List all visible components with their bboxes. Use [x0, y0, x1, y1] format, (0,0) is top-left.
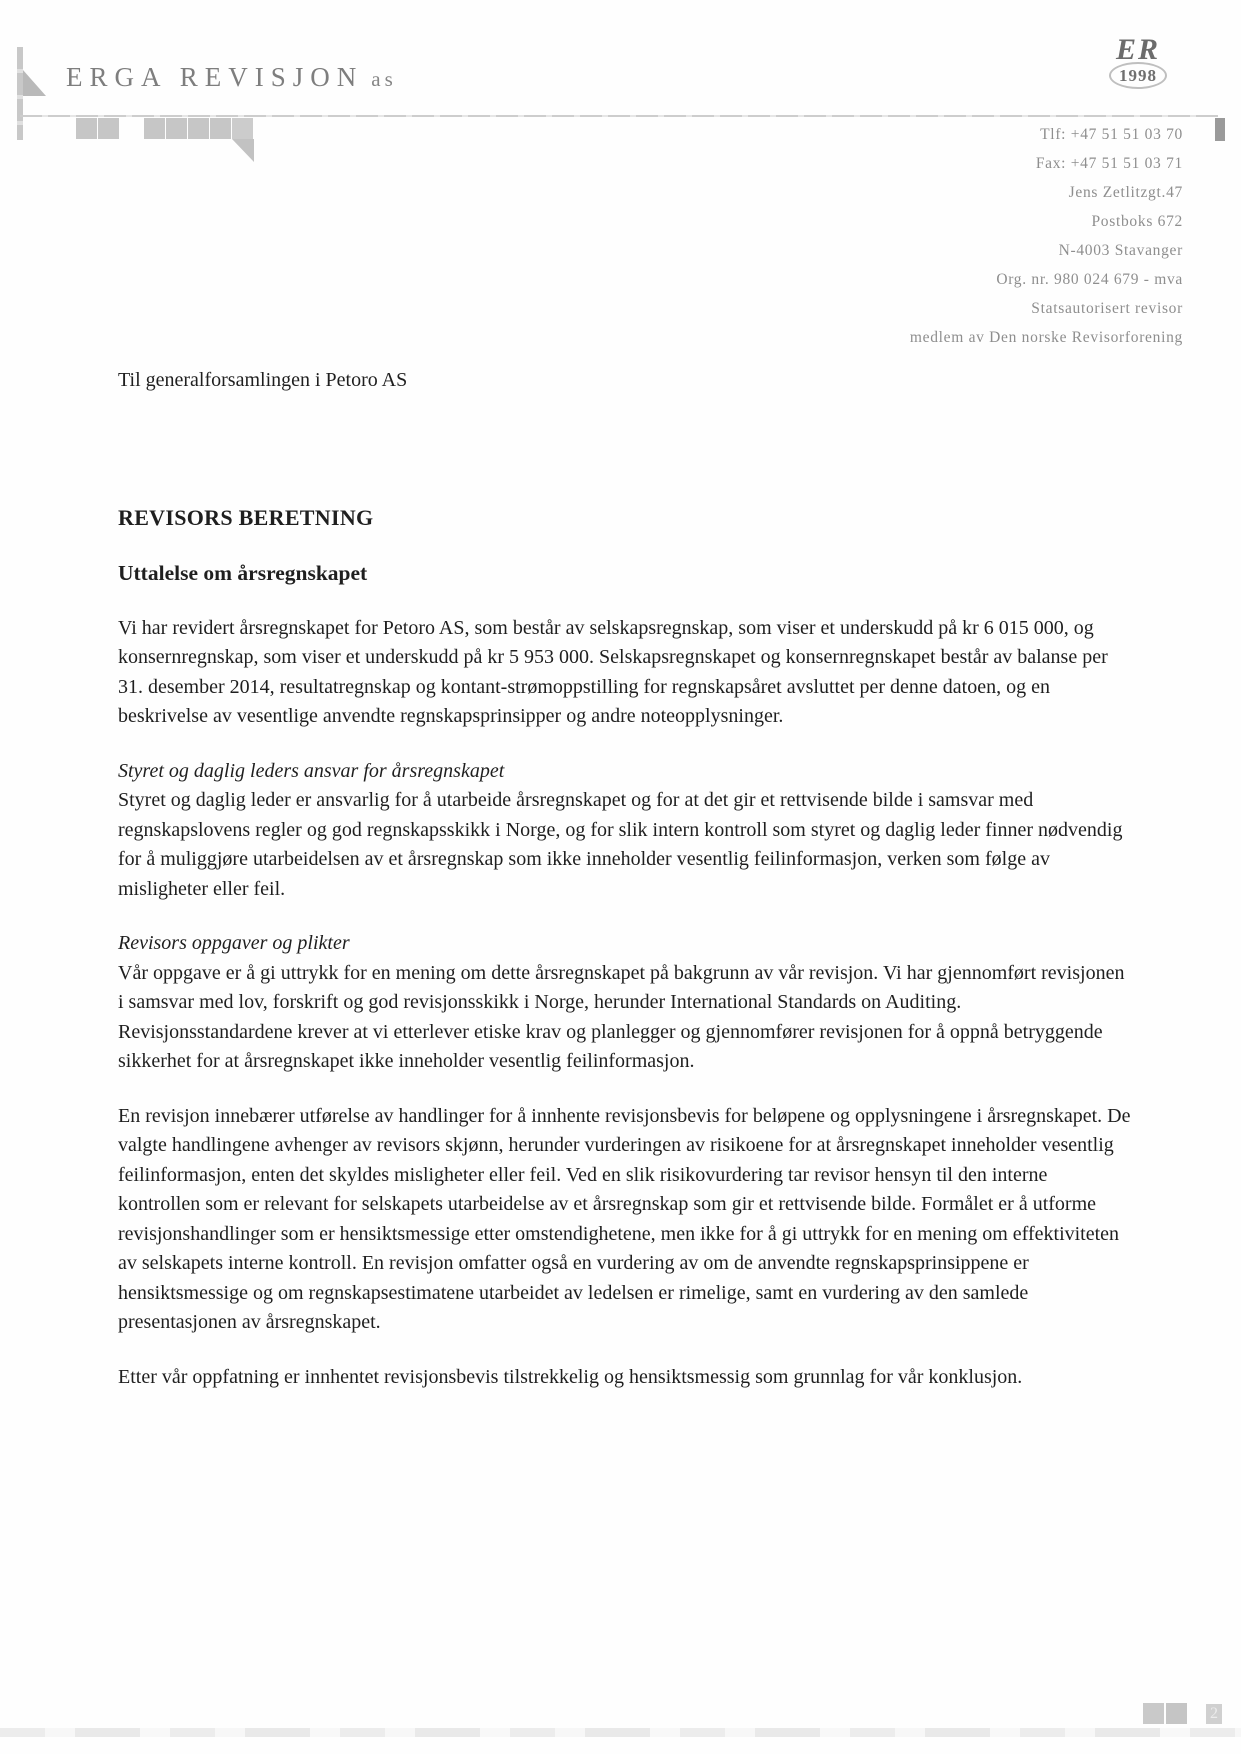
- company-suffix: as: [371, 67, 397, 91]
- company-name: ERGA REVISJON: [66, 62, 364, 92]
- logo-square: [98, 118, 119, 139]
- footer-scan-square: [1166, 1703, 1187, 1724]
- logo-square: [188, 118, 209, 139]
- paragraph-text: Vår oppgave er å gi uttrykk for en mening om dette årsregnskapet på bakgrunn av vår revisjon. Vi har gjennomført revisjonen i samsvar med lov, forskrift og god revisjonsskikk i Norge, herunder International Standards on Auditing. Revisjonsstandardene krever at vi etterlever etiske krav og planlegger og gjennomfører revisjonen for å oppnå betryggende sikkerhet for at årsregnskapet ikke inneholder vesentlig feilinformasjon.: [118, 961, 1125, 1072]
- contact-line-postbox: Postboks 672: [1091, 213, 1183, 230]
- contact-line-membership: medlem av Den norske Revisorforening: [909, 329, 1183, 346]
- bottom-scan-streak: [0, 1728, 1241, 1737]
- page-number: 2: [1206, 1704, 1222, 1724]
- logo-flag-triangle: [232, 139, 254, 162]
- paragraph-audited-statements: [118, 614, 1132, 732]
- left-edge-triangle-mark: [23, 70, 46, 96]
- paragraph-text: Vi har revidert årsregnskapet for Petoro AS, som består av selskapsregnskap, som viser et underskudd på kr 6 015 000, og konsernregnskap, som viser et underskudd på kr 5 953 000. Selskapsregnskapet og konsernregnskapet består av balanse per 31. desember 2014, resultatregnskap og kontant-strømoppstilling for regnskapsåret avsluttet per denne datoen, og en beskrivelse av vesentlige anvendte regnskapsprinsipper og andre noteopplysninger.: [118, 616, 1108, 727]
- paragraph-auditor-duties: [118, 929, 1132, 1077]
- contact-line-phone: Tlf: +47 51 51 03 70: [1040, 126, 1183, 143]
- letter-body: [118, 366, 1132, 1392]
- paragraph-heading: Revisors oppgaver og plikter: [118, 932, 350, 954]
- contact-line-certification: Statsautorisert revisor: [1031, 300, 1183, 317]
- contact-line-street: Jens Zetlitzgt.47: [1068, 184, 1183, 201]
- header-rule: [20, 115, 1218, 117]
- paragraph-text: En revisjon innebærer utførelse av handlinger for å innhente revisjonsbevis for beløpene og opplysningene i årsregnskapet. De valgte handlingene avhenger av revisors skjønn, herunder vurderingen av risikoene for at årsregnskapet inneholder vesentlig feilinformasjon, enten det skyldes misligheter eller feil. Ved en slik risikovurdering tar revisor hensyn til den interne kontrollen som er relevant for selskapets utarbeidelse av et årsregnskap som gir et rettvisende bilde. Formålet er å utforme revisjonshandlinger som er hensiktsmessige etter omstendighetene, men ikke for å gi uttrykk for en mening om effektiviteten av selskapets interne kontroll. En revisjon omfatter også en vurdering av om de anvendte regnskapsprinsippene er hensiktsmessige og om regnskapsestimatene utarbeidet av ledelsen er rimelige, samt en vurdering av den samlede presentasjonen av årsregnskapet.: [118, 1104, 1131, 1333]
- contact-block: [910, 120, 1183, 352]
- paragraph-conclusion-basis: [118, 1363, 1132, 1393]
- header-rule-end-bar: [1215, 118, 1225, 141]
- logo-square: [76, 118, 97, 139]
- paragraph-board-responsibility: [118, 757, 1132, 905]
- paragraph-text: Etter vår oppfatning er innhentet revisjonsbevis tilstrekkelig og hensiktsmessig som grunnlag for vår konklusjon.: [118, 1365, 1023, 1388]
- contact-line-city: N-4003 Stavanger: [1058, 242, 1183, 259]
- report-title: REVISORS BERETNING: [118, 504, 374, 530]
- founding-year-badge: 1998: [1109, 62, 1167, 89]
- logo-square: [210, 118, 231, 139]
- section-subtitle: Uttalelse om årsregnskapet: [118, 561, 368, 585]
- footer-scan-square: [1143, 1703, 1164, 1724]
- logo-square: [144, 118, 165, 139]
- contact-line-orgnr: Org. nr. 980 024 679 - mva: [996, 271, 1183, 288]
- contact-line-fax: Fax: +47 51 51 03 71: [1035, 155, 1183, 172]
- logo-square: [232, 118, 253, 139]
- paragraph-text: Styret og daglig leder er ansvarlig for å utarbeide årsregnskapet og for at det gir et rettvisende bilde i samsvar med regnskapslovens regler og god regnskapsskikk i Norge, og for slik intern kontroll som styret og daglig leder finner nødvendig for å muliggjøre utarbeidelsen av et årsregnskap som ikke inneholder vesentlig feilinformasjon, verken som følge av misligheter eller feil.: [118, 789, 1123, 900]
- recipient-line: Til generalforsamlingen i Petoro AS: [118, 369, 408, 391]
- left-edge-scan-strip: [17, 47, 23, 140]
- company-brand: [66, 62, 397, 93]
- er-monogram: ER: [1115, 33, 1161, 66]
- paragraph-heading: Styret og daglig leders ansvar for årsregnskapet: [118, 759, 505, 782]
- logo-square: [166, 118, 187, 139]
- paragraph-audit-procedures: [118, 1102, 1132, 1338]
